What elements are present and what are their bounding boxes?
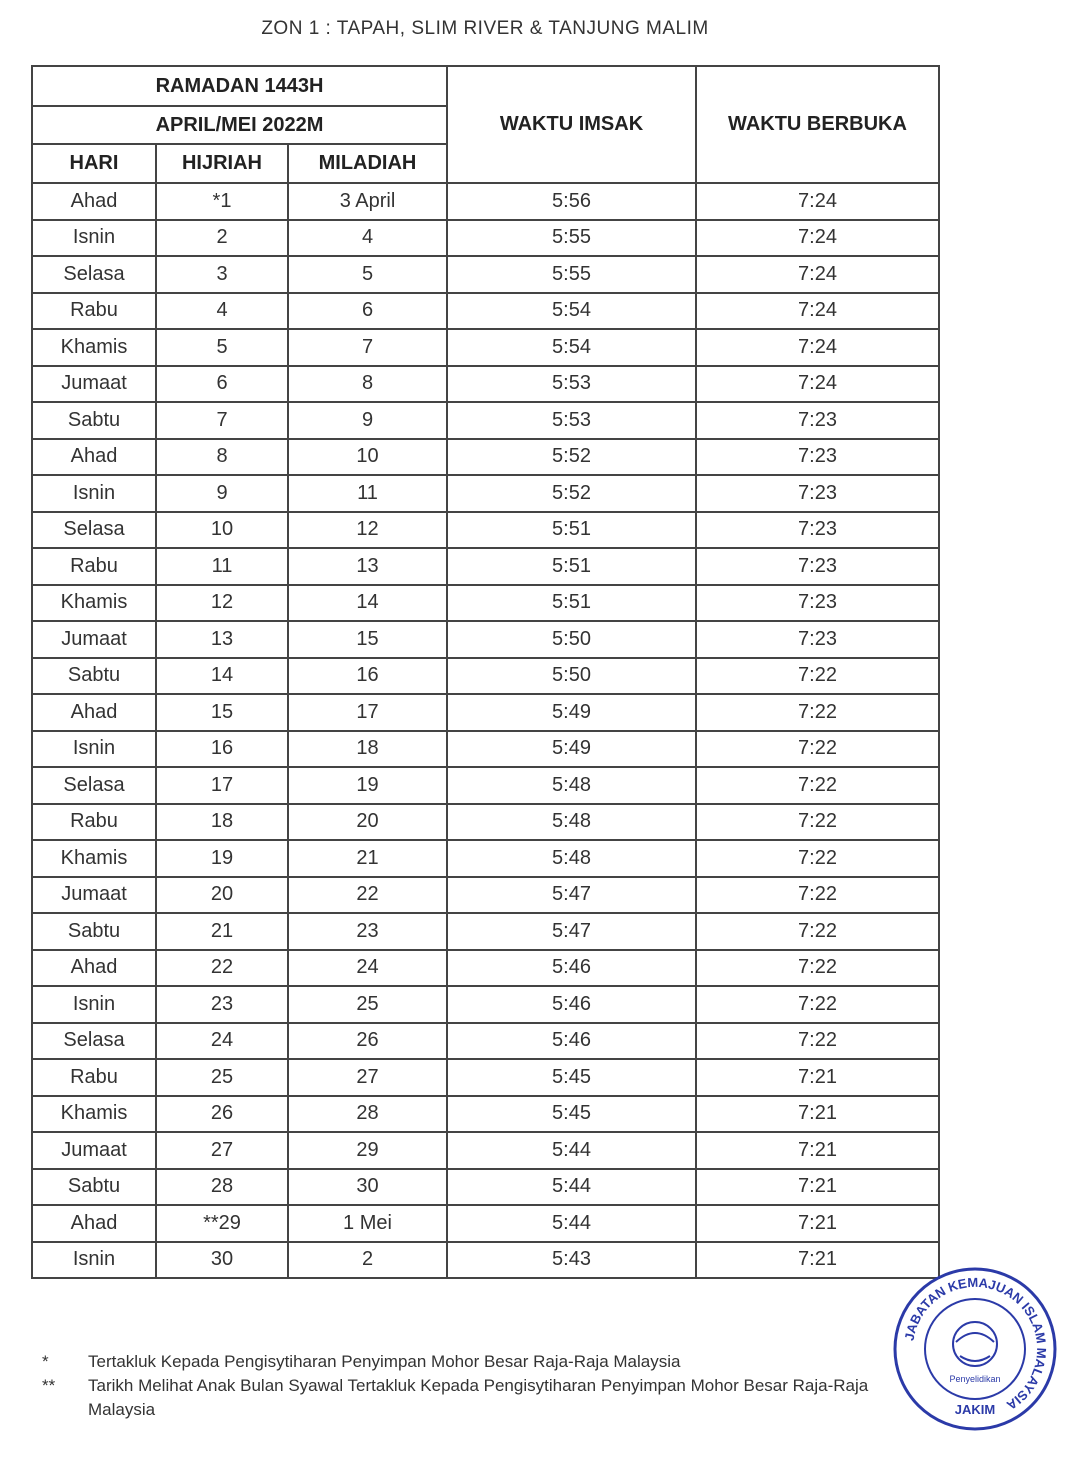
schedule-body (32, 183, 939, 1278)
cell-berbuka: 7:23 (696, 439, 939, 476)
cell-hijriah: 22 (156, 950, 288, 987)
cell-miladiah: 15 (288, 621, 447, 658)
cell-berbuka: 7:23 (696, 512, 939, 549)
cell-imsak: 5:45 (447, 1059, 696, 1096)
cell-hari: Khamis (32, 329, 156, 366)
table-row (32, 1096, 939, 1133)
cell-hari: Selasa (32, 512, 156, 549)
cell-berbuka: 7:22 (696, 658, 939, 695)
footnote-text: Tertakluk Kepada Pengisytiharan Penyimpan Mohor Besar Raja-Raja Malaysia (88, 1352, 681, 1371)
footnote-text: Tarikh Melihat Anak Bulan Syawal Tertakluk Kepada Pengisytiharan Penyimpan Mohor Besar Raja-Raja Malaysia (88, 1376, 869, 1419)
cell-hari: Isnin (32, 731, 156, 768)
table-row (32, 1132, 939, 1169)
cell-hijriah: 19 (156, 840, 288, 877)
cell-hijriah: 11 (156, 548, 288, 585)
cell-berbuka: 7:22 (696, 877, 939, 914)
cell-hijriah: 18 (156, 804, 288, 841)
cell-hari: Selasa (32, 1023, 156, 1060)
cell-hijriah: 12 (156, 585, 288, 622)
cell-berbuka: 7:23 (696, 621, 939, 658)
stamp-ring-text: JABATAN KEMAJUAN ISLAM MALAYSIA (901, 1274, 1050, 1414)
cell-miladiah: 19 (288, 767, 447, 804)
cell-hijriah: 2 (156, 220, 288, 257)
footnote (42, 1374, 902, 1422)
cell-berbuka: 7:21 (696, 1132, 939, 1169)
cell-berbuka: 7:24 (696, 329, 939, 366)
cell-miladiah: 25 (288, 986, 447, 1023)
cell-miladiah: 10 (288, 439, 447, 476)
cell-miladiah: 14 (288, 585, 447, 622)
table-row (32, 1205, 939, 1242)
jakim-stamp-icon (890, 1264, 1060, 1434)
cell-imsak: 5:55 (447, 256, 696, 293)
table-row (32, 512, 939, 549)
table-row (32, 1059, 939, 1096)
table-row (32, 877, 939, 914)
cell-hari: Khamis (32, 840, 156, 877)
cell-hari: Sabtu (32, 658, 156, 695)
table-row (32, 220, 939, 257)
cell-hari: Khamis (32, 585, 156, 622)
cell-miladiah: 11 (288, 475, 447, 512)
table-row (32, 256, 939, 293)
cell-miladiah: 20 (288, 804, 447, 841)
cell-hijriah: 7 (156, 402, 288, 439)
cell-berbuka: 7:24 (696, 293, 939, 330)
table-row (32, 366, 939, 403)
cell-hari: Ahad (32, 439, 156, 476)
cell-berbuka: 7:24 (696, 183, 939, 220)
cell-hari: Ahad (32, 183, 156, 220)
stamp-bottom-text: JAKIM (954, 1402, 996, 1417)
cell-hijriah: 30 (156, 1242, 288, 1279)
cell-hijriah: 4 (156, 293, 288, 330)
cell-berbuka: 7:23 (696, 548, 939, 585)
cell-imsak: 5:51 (447, 585, 696, 622)
cell-miladiah: 3 April (288, 183, 447, 220)
table-row (32, 731, 939, 768)
cell-hijriah: 16 (156, 731, 288, 768)
table-row (32, 439, 939, 476)
table-row (32, 293, 939, 330)
footnote (42, 1350, 902, 1374)
cell-hijriah: 28 (156, 1169, 288, 1206)
cell-miladiah: 28 (288, 1096, 447, 1133)
cell-imsak: 5:49 (447, 694, 696, 731)
cell-imsak: 5:45 (447, 1096, 696, 1133)
cell-hari: Sabtu (32, 402, 156, 439)
cell-hijriah: 14 (156, 658, 288, 695)
cell-miladiah: 7 (288, 329, 447, 366)
zone-title: ZON 1 : TAPAH, SLIM RIVER & TANJUNG MALIM (261, 18, 709, 39)
table-row (32, 913, 939, 950)
cell-miladiah: 8 (288, 366, 447, 403)
table-row (32, 402, 939, 439)
header-miladiah: MILADIAH (288, 144, 447, 183)
cell-miladiah: 18 (288, 731, 447, 768)
table-row (32, 767, 939, 804)
cell-imsak: 5:46 (447, 1023, 696, 1060)
table-row (32, 1023, 939, 1060)
cell-hari: Khamis (32, 1096, 156, 1133)
table-row (32, 1169, 939, 1206)
cell-imsak: 5:49 (447, 731, 696, 768)
table-row (32, 804, 939, 841)
cell-imsak: 5:53 (447, 402, 696, 439)
cell-miladiah: 29 (288, 1132, 447, 1169)
cell-hijriah: 8 (156, 439, 288, 476)
cell-hijriah: *1 (156, 183, 288, 220)
table-row (32, 986, 939, 1023)
cell-hari: Jumaat (32, 1132, 156, 1169)
cell-berbuka: 7:22 (696, 986, 939, 1023)
header-waktu-berbuka: WAKTU BERBUKA (696, 66, 939, 183)
cell-miladiah: 27 (288, 1059, 447, 1096)
cell-miladiah: 26 (288, 1023, 447, 1060)
table-row (32, 585, 939, 622)
cell-hari: Selasa (32, 256, 156, 293)
cell-hari: Rabu (32, 1059, 156, 1096)
cell-hijriah: 9 (156, 475, 288, 512)
cell-hijriah: 26 (156, 1096, 288, 1133)
cell-berbuka: 7:22 (696, 767, 939, 804)
cell-hijriah: 3 (156, 256, 288, 293)
cell-hijriah: **29 (156, 1205, 288, 1242)
cell-miladiah: 4 (288, 220, 447, 257)
cell-berbuka: 7:22 (696, 694, 939, 731)
header-months: APRIL/MEI 2022M (32, 106, 447, 144)
cell-imsak: 5:52 (447, 475, 696, 512)
cell-hari: Isnin (32, 220, 156, 257)
cell-miladiah: 21 (288, 840, 447, 877)
table-row (32, 183, 939, 220)
cell-hijriah: 13 (156, 621, 288, 658)
cell-imsak: 5:44 (447, 1169, 696, 1206)
cell-imsak: 5:56 (447, 183, 696, 220)
cell-hijriah: 20 (156, 877, 288, 914)
cell-hijriah: 24 (156, 1023, 288, 1060)
cell-miladiah: 13 (288, 548, 447, 585)
cell-miladiah: 5 (288, 256, 447, 293)
cell-berbuka: 7:21 (696, 1059, 939, 1096)
cell-berbuka: 7:22 (696, 840, 939, 877)
header-ramadan: RAMADAN 1443H (32, 66, 447, 106)
cell-hijriah: 5 (156, 329, 288, 366)
cell-hijriah: 17 (156, 767, 288, 804)
cell-imsak: 5:51 (447, 512, 696, 549)
cell-hijriah: 10 (156, 512, 288, 549)
footnote-mark: ** (42, 1376, 56, 1395)
cell-miladiah: 17 (288, 694, 447, 731)
cell-hijriah: 15 (156, 694, 288, 731)
table-row (32, 475, 939, 512)
table-row (32, 950, 939, 987)
cell-imsak: 5:46 (447, 950, 696, 987)
cell-hijriah: 23 (156, 986, 288, 1023)
header-hari: HARI (32, 144, 156, 183)
cell-miladiah: 12 (288, 512, 447, 549)
cell-hari: Jumaat (32, 621, 156, 658)
cell-imsak: 5:48 (447, 840, 696, 877)
cell-miladiah: 23 (288, 913, 447, 950)
cell-imsak: 5:46 (447, 986, 696, 1023)
cell-miladiah: 1 Mei (288, 1205, 447, 1242)
header-waktu-imsak: WAKTU IMSAK (447, 66, 696, 183)
cell-hari: Sabtu (32, 1169, 156, 1206)
cell-imsak: 5:54 (447, 293, 696, 330)
cell-miladiah: 24 (288, 950, 447, 987)
cell-hari: Sabtu (32, 913, 156, 950)
cell-berbuka: 7:24 (696, 366, 939, 403)
cell-miladiah: 22 (288, 877, 447, 914)
cell-berbuka: 7:23 (696, 475, 939, 512)
cell-berbuka: 7:21 (696, 1169, 939, 1206)
cell-berbuka: 7:23 (696, 402, 939, 439)
cell-imsak: 5:44 (447, 1205, 696, 1242)
cell-miladiah: 6 (288, 293, 447, 330)
svg-text:JABATAN KEMAJUAN ISLAM MALAYSI (902, 1275, 1050, 1414)
table-row (32, 329, 939, 366)
cell-hari: Jumaat (32, 877, 156, 914)
table-row (32, 694, 939, 731)
cell-imsak: 5:48 (447, 767, 696, 804)
cell-imsak: 5:51 (447, 548, 696, 585)
cell-imsak: 5:48 (447, 804, 696, 841)
cell-imsak: 5:44 (447, 1132, 696, 1169)
cell-imsak: 5:52 (447, 439, 696, 476)
cell-berbuka: 7:23 (696, 585, 939, 622)
cell-hijriah: 21 (156, 913, 288, 950)
cell-miladiah: 30 (288, 1169, 447, 1206)
cell-hari: Rabu (32, 548, 156, 585)
cell-imsak: 5:53 (447, 366, 696, 403)
stamp-inner-text: Penyelidikan (949, 1374, 1001, 1384)
cell-hari: Isnin (32, 475, 156, 512)
cell-hijriah: 27 (156, 1132, 288, 1169)
footnote-mark: * (42, 1352, 49, 1371)
cell-berbuka: 7:21 (696, 1096, 939, 1133)
cell-hari: Isnin (32, 986, 156, 1023)
cell-berbuka: 7:22 (696, 731, 939, 768)
cell-imsak: 5:50 (447, 658, 696, 695)
cell-hari: Ahad (32, 950, 156, 987)
cell-imsak: 5:43 (447, 1242, 696, 1279)
cell-hari: Ahad (32, 694, 156, 731)
cell-hari: Isnin (32, 1242, 156, 1279)
cell-imsak: 5:54 (447, 329, 696, 366)
cell-berbuka: 7:22 (696, 950, 939, 987)
table-row (32, 840, 939, 877)
table-row (32, 548, 939, 585)
cell-miladiah: 9 (288, 402, 447, 439)
header-hijriah: HIJRIAH (156, 144, 288, 183)
cell-hari: Selasa (32, 767, 156, 804)
cell-hari: Jumaat (32, 366, 156, 403)
cell-hari: Ahad (32, 1205, 156, 1242)
cell-hari: Rabu (32, 293, 156, 330)
cell-berbuka: 7:21 (696, 1205, 939, 1242)
cell-imsak: 5:50 (447, 621, 696, 658)
cell-berbuka: 7:24 (696, 220, 939, 257)
cell-imsak: 5:47 (447, 913, 696, 950)
cell-hari: Rabu (32, 804, 156, 841)
cell-berbuka: 7:24 (696, 256, 939, 293)
cell-berbuka: 7:22 (696, 913, 939, 950)
table-row (32, 621, 939, 658)
cell-berbuka: 7:22 (696, 1023, 939, 1060)
cell-miladiah: 2 (288, 1242, 447, 1279)
cell-imsak: 5:47 (447, 877, 696, 914)
footnotes (42, 1350, 902, 1422)
table-row (32, 658, 939, 695)
cell-imsak: 5:55 (447, 220, 696, 257)
cell-berbuka: 7:22 (696, 804, 939, 841)
table-row (32, 1242, 939, 1279)
cell-miladiah: 16 (288, 658, 447, 695)
cell-hijriah: 6 (156, 366, 288, 403)
cell-hijriah: 25 (156, 1059, 288, 1096)
prayer-schedule-table (31, 65, 940, 1279)
cell-berbuka: 7:21 (696, 1242, 939, 1279)
